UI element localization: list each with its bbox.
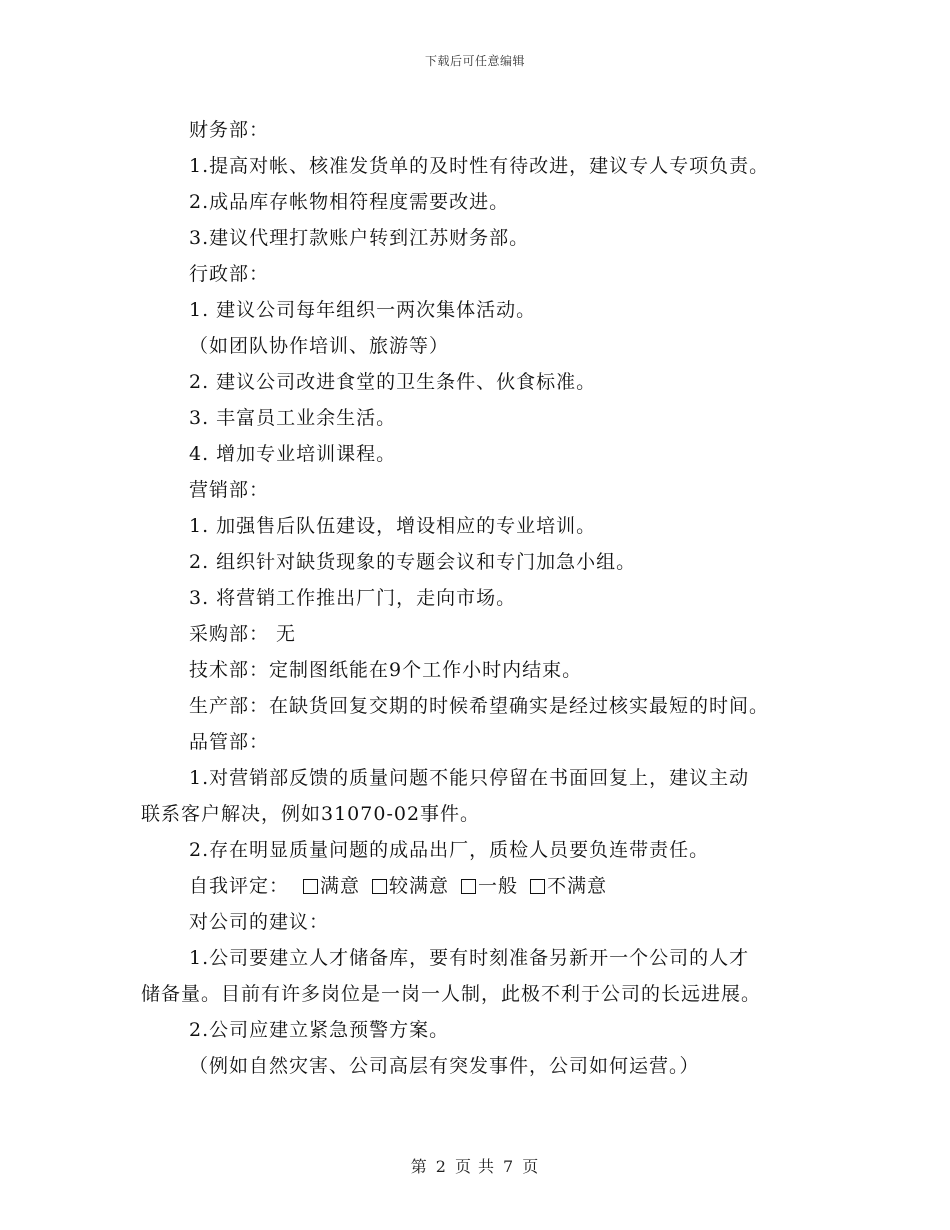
text-line: 3. 将营销工作推出厂门，走向市场。: [189, 587, 517, 609]
text-line: 财务部：: [189, 119, 270, 141]
text-line: 生产部：在缺货回复交期的时候希望确实是经过核实最短的时间。: [189, 695, 770, 717]
text-line: 2. 建议公司改进食堂的卫生条件、伙食标准。: [189, 371, 597, 393]
option-average[interactable]: [461, 868, 518, 904]
text-line: 2.存在明显质量问题的成品出厂，质检人员要负连带责任。: [189, 839, 710, 861]
text-line: 4. 增加专业培训课程。: [189, 443, 397, 465]
text-line: 对公司的建议：: [189, 911, 330, 933]
self-evaluation-label: 自我评定：: [189, 875, 290, 897]
option-label: 较满意: [389, 875, 450, 897]
text-line: 技术部：定制图纸能在9个工作小时内结束。: [189, 659, 583, 681]
text-line: 储备量。目前有许多岗位是一岗一人制，此极不利于公司的长远进展。: [141, 983, 762, 1005]
checkbox-icon[interactable]: [530, 879, 545, 894]
option-label: 不满意: [547, 875, 608, 897]
text-line: 2. 组织针对缺货现象的专题会议和专门加急小组。: [189, 551, 637, 573]
text-line: 2.公司应建立紧急预警方案。: [189, 1019, 450, 1041]
self-evaluation: [141, 868, 821, 904]
line-group-1: [141, 112, 821, 868]
option-label: 满意: [320, 875, 361, 897]
checkbox-icon[interactable]: [461, 879, 476, 894]
footer-middle: 页 共: [454, 1157, 496, 1176]
text-line: 品管部：: [189, 731, 270, 753]
footer-suffix: 页: [522, 1157, 540, 1176]
page-header: 下载后可任意编辑: [424, 54, 525, 68]
current-page-number: 2: [435, 1157, 447, 1176]
option-fairly-satisfied[interactable]: [372, 868, 449, 904]
text-line: 行政部：: [189, 263, 270, 285]
option-unsatisfied[interactable]: [530, 868, 607, 904]
text-line: 3.建议代理打款账户转到江苏财务部。: [189, 227, 530, 249]
option-satisfied[interactable]: [303, 868, 360, 904]
line-group-2: [141, 904, 821, 1084]
text-line: 营销部：: [189, 479, 270, 501]
text-line: 1.公司要建立人才储备库，要有时刻准备另新开一个公司的人才: [189, 947, 750, 969]
text-line: 采购部： 无: [189, 623, 297, 645]
text-line: 1. 建议公司每年组织一两次集体活动。: [189, 299, 537, 321]
footer-prefix: 第: [410, 1157, 428, 1176]
option-label: 一般: [478, 875, 519, 897]
total-page-count: 7: [503, 1157, 515, 1176]
document-body: [141, 112, 821, 1084]
text-line: 联系客户解决，例如31070-02事件。: [141, 803, 481, 825]
text-line: 1.对营销部反馈的质量问题不能只停留在书面回复上，建议主动: [189, 767, 750, 789]
checkbox-icon[interactable]: [303, 879, 318, 894]
page-footer: [0, 1154, 950, 1177]
text-line: （例如自然灾害、公司高层有突发事件，公司如何运营。）: [189, 1055, 700, 1077]
text-line: 2.成品库存帐物相符程度需要改进。: [189, 191, 510, 213]
text-line: 1.提高对帐、核准发货单的及时性有待改进，建议专人专项负责。: [189, 155, 770, 177]
text-line: （如团队协作培训、旅游等）: [189, 335, 450, 357]
text-line: 3. 丰富员工业余生活。: [189, 407, 397, 429]
checkbox-icon[interactable]: [372, 879, 387, 894]
text-line: 1. 加强售后队伍建设，增设相应的专业培训。: [189, 515, 597, 537]
